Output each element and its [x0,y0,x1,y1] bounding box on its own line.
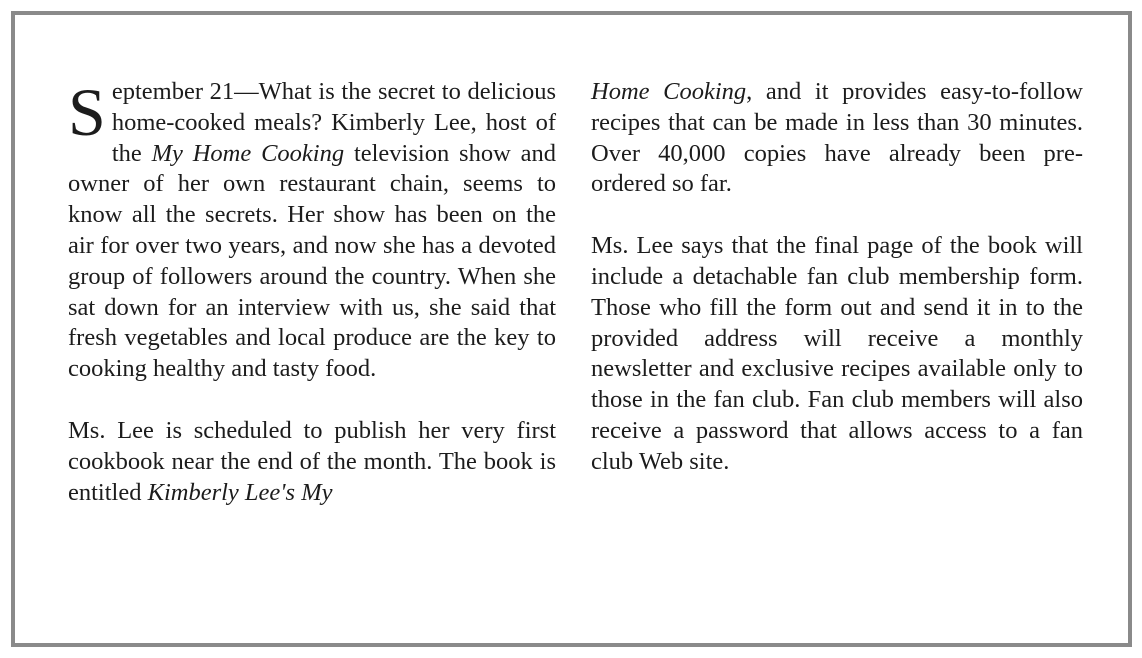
paragraph-cookbook-continued [591,77,1083,200]
cookbook-text-start: Ms. Lee is scheduled to publish her very first cookbook near the end of the month. The book is entitled [68,416,556,506]
show-title: My Home Cooking [151,139,345,167]
article-frame [11,11,1132,647]
left-column [68,74,556,539]
book-title-part2: Home Cooking [591,78,747,105]
intro-text-end: television show and owner of her own restaurant chain, seems to know all the secrets. Her show has been on the air for over two years, and now she has a devoted group of followers around the country. When she sat down for an interview with us, she said that fresh vegetables and local produce are the key to cooking healthy and tasty food. [68,139,556,383]
right-column [591,77,1083,509]
intro-text-start: eptember 21—What is the secret to delicious home-cooked meals? Kimberly Lee, host of the [111,78,556,167]
book-title-part1: Kimberly Lee's My [147,478,333,506]
fan-club-text: Ms. Lee says that the final page of the book will include a detachable fan club membership form. Those who fill the form out and send it in to the provided address will receive a monthly newsletter and exclusive recipes available only to those in the fan club. Fan club members will also receive a password that allows access to a fan club Web site. [591,232,1083,475]
drop-cap: S [68,74,106,150]
paragraph-fan-club [591,231,1083,477]
paragraph-cookbook [68,416,556,508]
paragraph-intro [68,74,556,385]
cookbook-text-end: , and it provides easy-to-follow recipes that can be made in less than 30 minutes. Over 40,000 copies have already been pre-ordered so far. [591,78,1083,198]
